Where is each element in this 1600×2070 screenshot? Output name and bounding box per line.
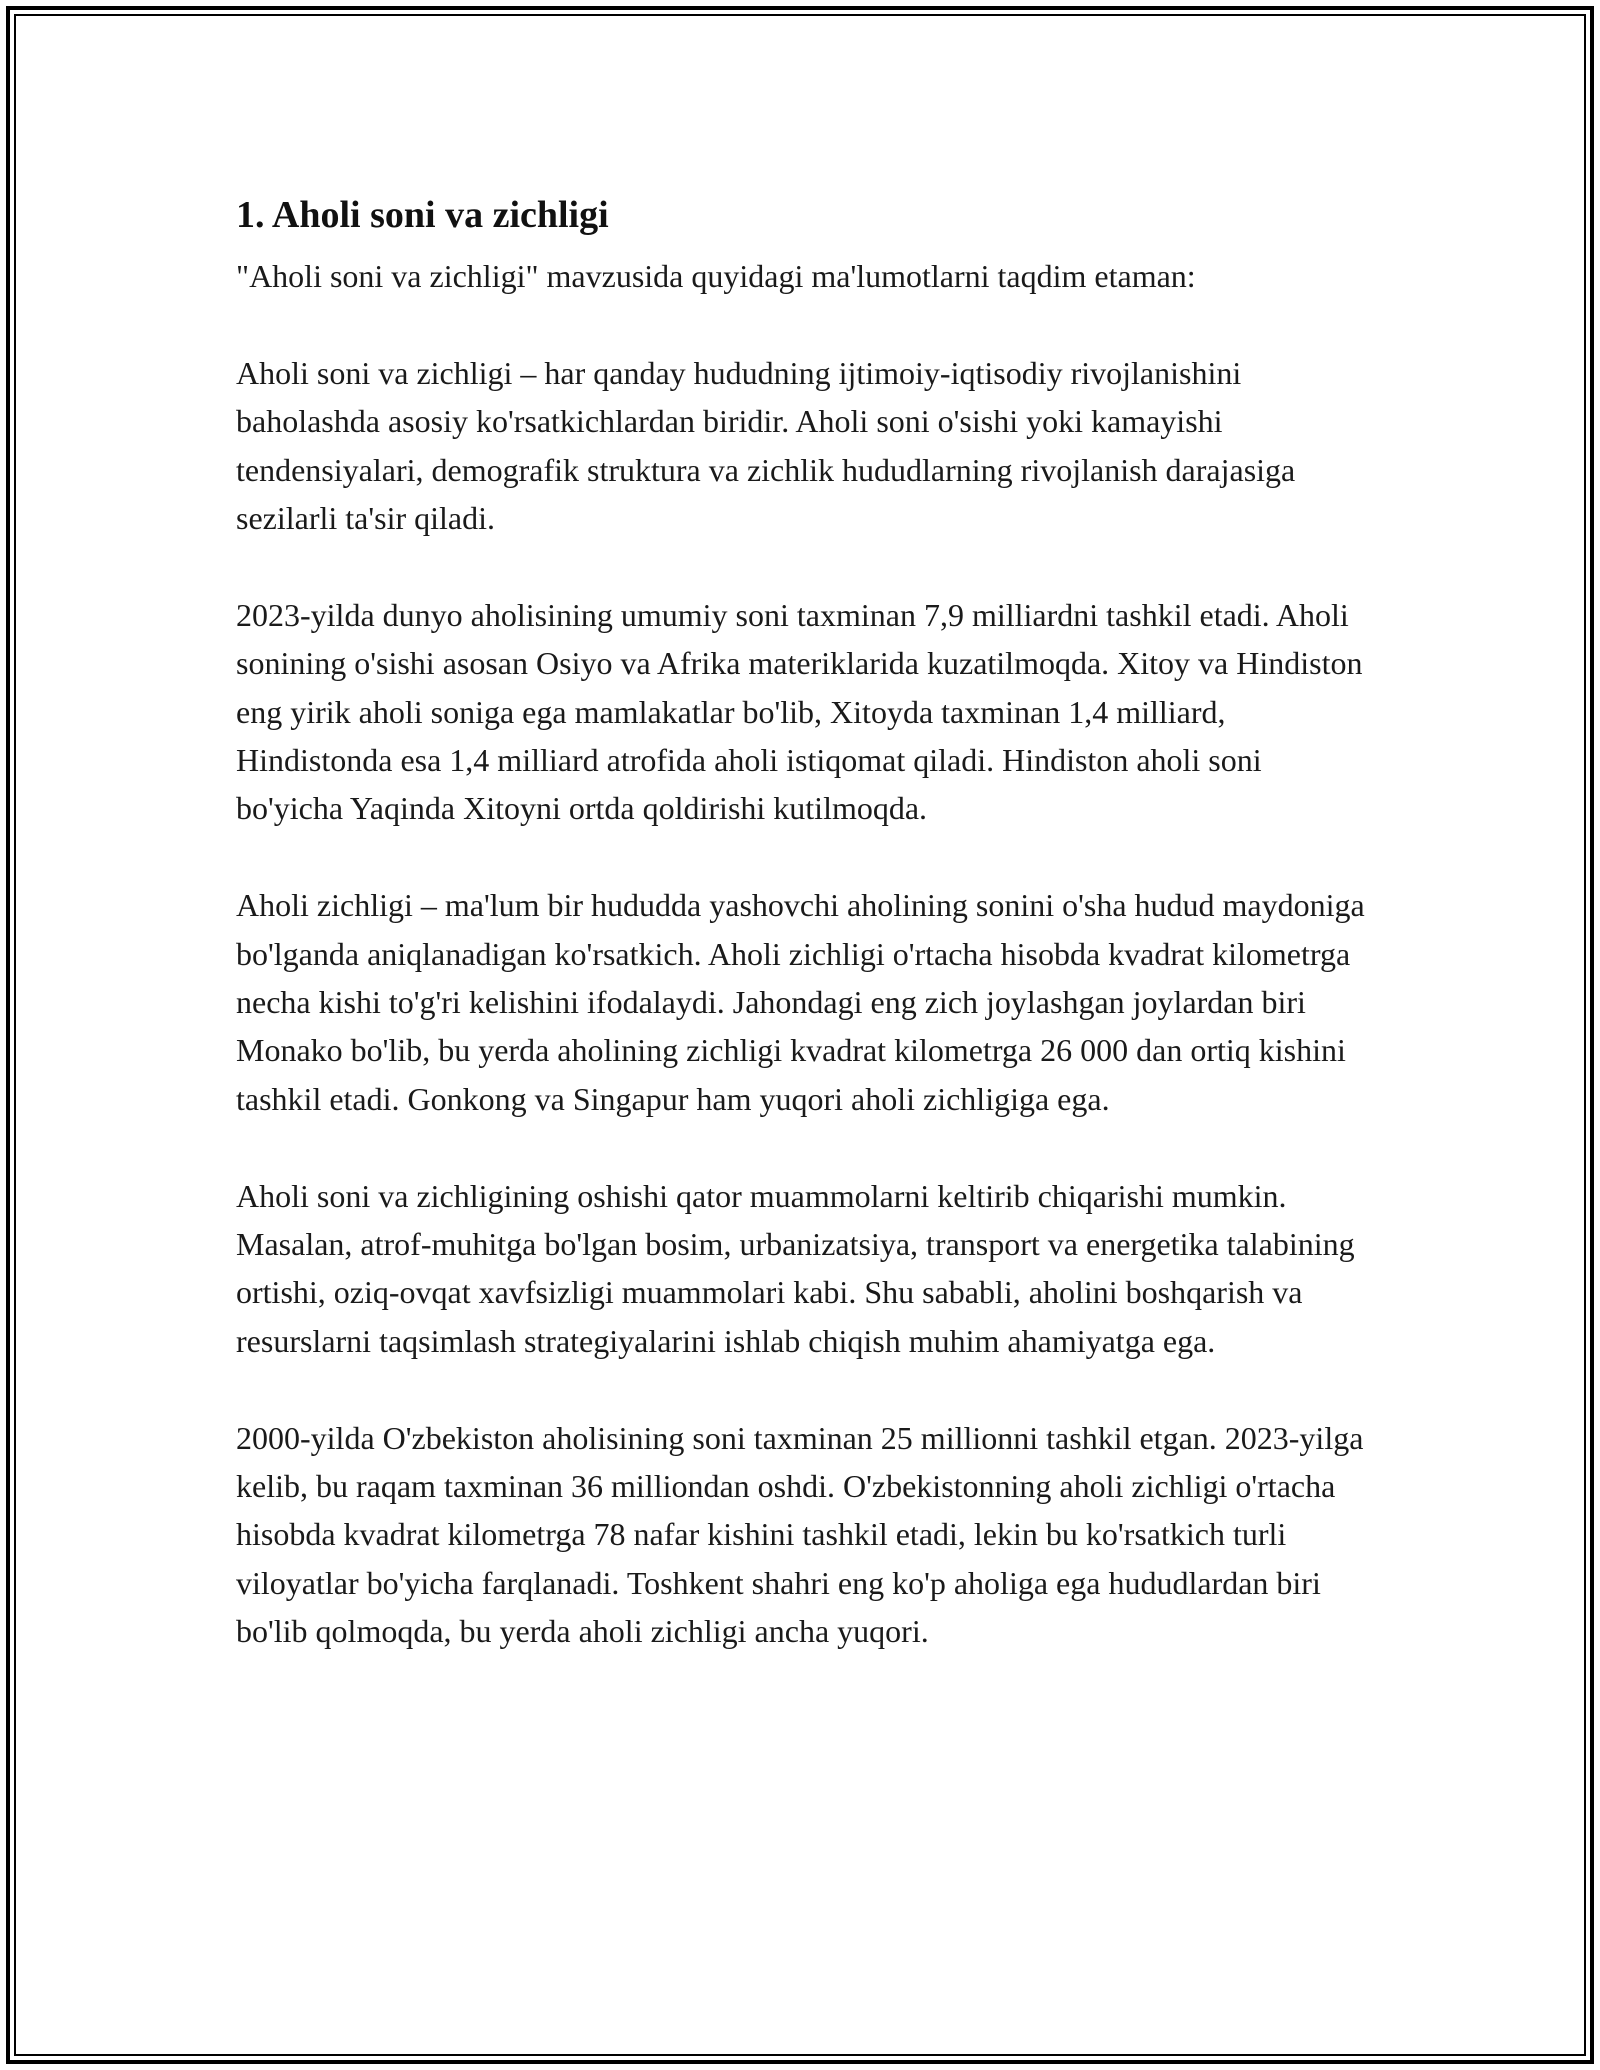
paragraph-definition: Aholi soni va zichligi – har qanday hududning ijtimoiy-iqtisodiy rivojlanishini baholashda asosiy ko'rsatkichlardan biridir. Aholi soni o'sishi yoki kamayishi tendensiyalari, demografik struktura va zichlik hududlarning rivojlanish darajasiga sezilarli ta'sir qiladi.	[236, 354, 1296, 537]
paragraph-population-density: Aholi zichligi – ma'lum bir hududda yashovchi aholining sonini o'sha hudud maydoniga bo'lganda aniqlanadigan ko'rsatkich. Aholi zichligi o'rtacha hisobda kvadrat kilometrga necha kishi to'g'ri kelishini ifodalaydi. Jahondagi eng zich joylashgan joylardan biri Monako bo'lib, bu yerda aholining zichligi kvadrat kilometrga 26 000 dan ortiq kishini tashkil etadi. Gonkong va Singapur ham yuqori aholi zichligiga ega.	[236, 887, 1365, 1117]
document-body	[236, 186, 1376, 1656]
section-title: 1. Aholi soni va zichligi	[236, 194, 609, 236]
paragraph-intro: "Aholi soni va zichligi" mavzusida quyidagi ma'lumotlarni taqdim etaman:	[236, 258, 1196, 294]
paragraph-world-population: 2023-yilda dunyo aholisining umumiy soni taxminan 7,9 milliardni tashkil etadi. Aholi sonining o'sishi asosan Osiyo va Afrika materiklarida kuzatilmoqda. Xitoy va Hindiston eng yirik aholi soniga ega mamlakatlar bo'lib, Xitoyda taxminan 1,4 milliard, Hindistonda esa 1,4 milliard atrofida aholi istiqomat qiladi. Hindiston aholi soni bo'yicha Yaqinda Xitoyni ortda qoldirishi kutilmoqda.	[236, 596, 1363, 827]
paragraph-uzbekistan: 2000-yilda O'zbekiston aholisining soni taxminan 25 millionni tashkil etgan. 2023-yilga kelib, bu raqam taxminan 36 milliondan oshdi. O'zbekistonning aholi zichligi o'rtacha hisobda kvadrat kilometrga 78 nafar kishini tashkil etadi, lekin bu ko'rsatkich turli viloyatlar bo'yicha farqlanadi. Toshkent shahri eng ko'p aholiga ega hududlardan biri bo'lib qolmoqda, bu yerda aholi zichligi ancha yuqori.	[236, 1419, 1364, 1650]
paragraph-problems: Aholi soni va zichligining oshishi qator muammolarni keltirib chiqarishi mumkin. Masalan, atrof-muhitga bo'lgan bosim, urbanizatsiya, transport va energetika talabining ortishi, oziq-ovqat xavfsizligi muammolari kabi. Shu sababli, aholini boshqarish va resurslarni taqsimlash strategiyalarini ishlab chiqish muhim ahamiyatga ega.	[236, 1177, 1355, 1359]
